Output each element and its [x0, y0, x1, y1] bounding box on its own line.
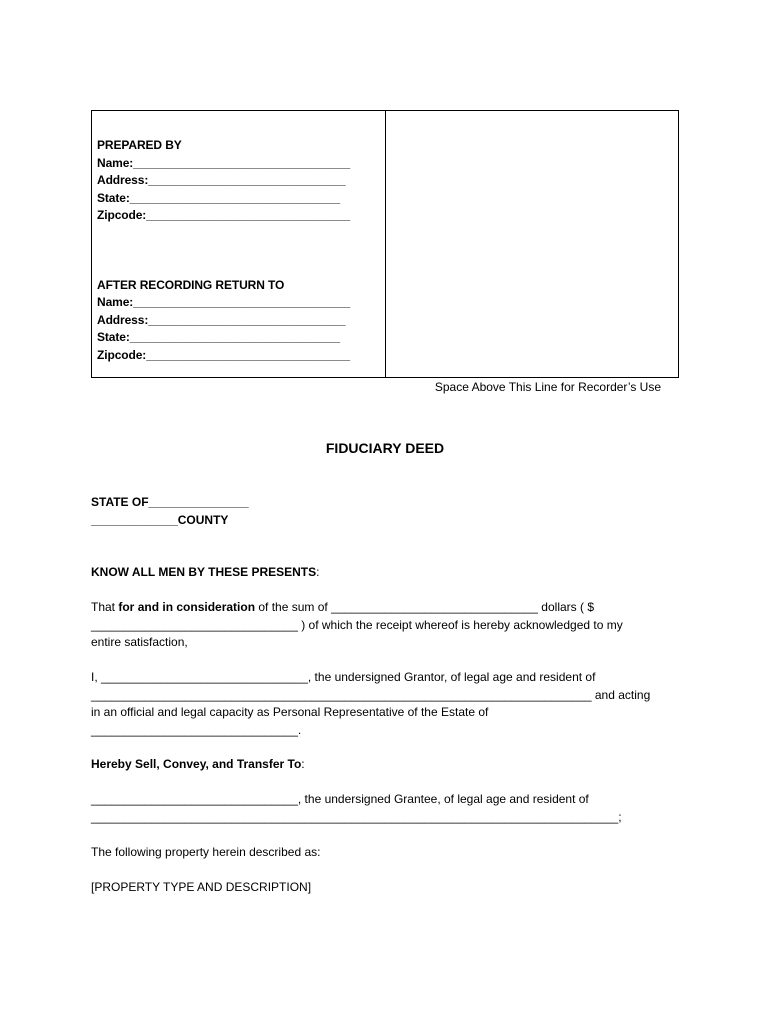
prepared-by-address-field[interactable]: Address:______________________________ [97, 173, 346, 187]
prepared-by-state-field[interactable]: State:________________________________ [97, 190, 341, 205]
grantee-name-field[interactable]: _______________________________, the undersigned Grantee, of legal age and resident of [91, 792, 589, 806]
know-all-colon: : [316, 565, 320, 579]
property-intro [91, 844, 691, 862]
grantor-paragraph [91, 669, 691, 739]
consideration-amount-field[interactable]: of the sum of _______________________________ dollars ( $ [255, 600, 594, 614]
return-to-state-field[interactable]: State:________________________________ [97, 330, 341, 344]
state-county-block [91, 494, 691, 529]
estate-name-field[interactable]: _______________________________. [91, 722, 302, 737]
prepared-by-name-field[interactable]: Name:_________________________________ [97, 155, 351, 170]
consideration-paragraph [91, 599, 691, 652]
property-description [91, 879, 691, 897]
grantee-residence-field[interactable]: _______________________________________________________________________________; [91, 809, 622, 824]
consideration-line3: entire satisfaction, [91, 635, 188, 649]
county-field[interactable]: _____________COUNTY [91, 512, 229, 527]
transfer-colon: : [301, 757, 305, 771]
state-of-field[interactable]: STATE OF_______________ [91, 495, 249, 509]
consideration-dollar-field[interactable]: _______________________________ ) of which the receipt whereof is hereby acknowledged to my [91, 617, 623, 632]
grantor-name-field[interactable]: I, _______________________________, the undersigned Grantor, of legal age and resident of [91, 670, 596, 684]
recording-info-fields [97, 137, 387, 364]
document-title: FIDUCIARY DEED [325, 440, 445, 456]
prepared-by-heading: PREPARED BY [97, 138, 182, 152]
transfer-heading-line [91, 756, 691, 774]
return-to-zipcode-field[interactable]: Zipcode:_______________________________ [97, 347, 350, 362]
consideration-bold: for and in consideration [118, 600, 256, 614]
know-all-heading: KNOW ALL MEN BY THESE PRESENTS [91, 565, 317, 579]
transfer-heading: Hereby Sell, Convey, and Transfer To [91, 757, 302, 771]
consideration-prefix: That [91, 600, 119, 614]
return-to-heading: AFTER RECORDING RETURN TO [97, 277, 285, 292]
recorder-use-note: Space Above This Line for Recorder’s Use [434, 380, 661, 394]
return-to-address-field[interactable]: Address:______________________________ [97, 312, 346, 327]
return-to-name-field[interactable]: Name:_________________________________ [97, 295, 351, 309]
grantee-paragraph [91, 791, 691, 826]
property-placeholder[interactable]: [PROPERTY TYPE AND DESCRIPTION] [91, 880, 312, 894]
grantor-residence-field[interactable]: ___________________________________________________________________________ and acting [91, 687, 651, 702]
property-intro-text: The following property herein described as: [91, 845, 321, 859]
recording-info-box [91, 110, 679, 378]
prepared-by-zipcode-field[interactable]: Zipcode:_______________________________ [97, 208, 350, 222]
grantor-capacity-text: in an official and legal capacity as Personal Representative of the Estate of [91, 705, 489, 719]
know-all-line [91, 564, 691, 582]
